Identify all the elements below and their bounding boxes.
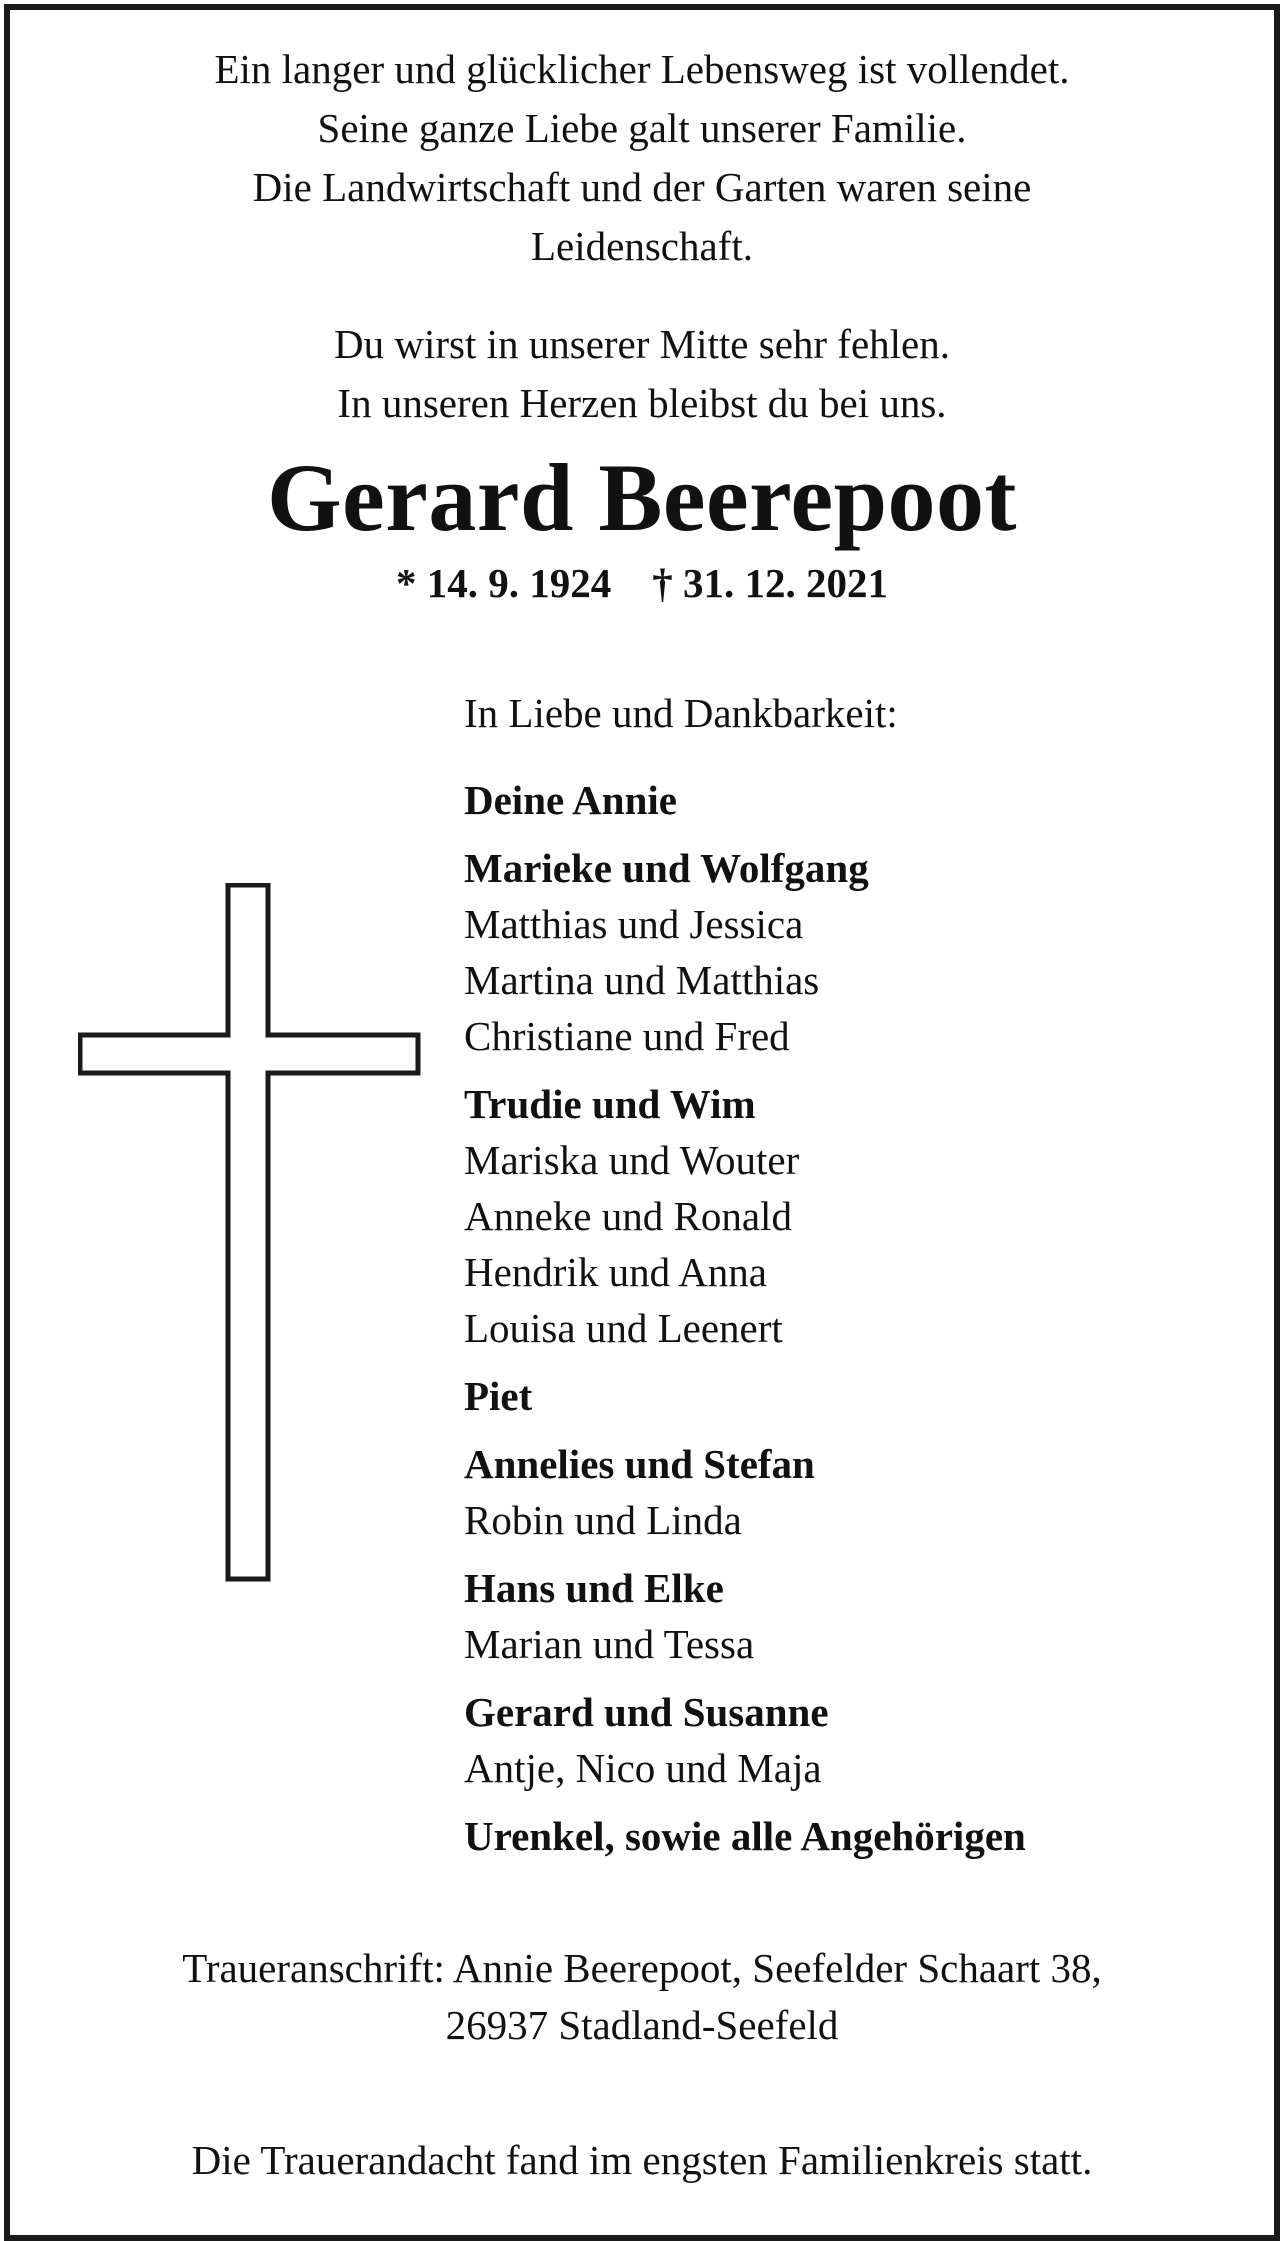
family-member: Robin und Linda [464,1497,742,1543]
family-group [464,1808,1026,1864]
address-line: 26937 Stadland-Seefeld [445,2002,839,2048]
family-group [464,1560,1026,1672]
intro-line: Seine ganze Liebe galt unserer Familie. [317,105,967,151]
mourning-address [10,1940,1274,2054]
family-group [464,840,1026,1064]
thanks-line: In Liebe und Dankbarkeit: [464,690,898,736]
family-member: Marian und Tessa [464,1621,755,1667]
family-group-head: Trudie und Wim [464,1081,756,1127]
family-member: Mariska und Wouter [464,1137,800,1183]
deceased-name: Gerard Beerepoot [267,444,1017,551]
family-group-head: Annelies und Stefan [464,1441,815,1487]
family-member: Matthias und Jessica [464,901,804,947]
family-member: Anneke und Ronald [464,1193,792,1239]
obituary-frame [4,4,1280,2241]
family-group [464,772,1026,828]
family-list [464,772,1026,1876]
family-member: Antje, Nico und Maja [464,1745,822,1791]
family-member: Martina und Matthias [464,957,820,1003]
verse-text [10,315,1274,433]
family-group [464,1076,1026,1356]
address-line: Traueranschrift: Annie Beerepoot, Seefelder Schaart 38, [182,1945,1102,1991]
cross-icon [78,883,422,1583]
verse-line: In unseren Herzen bleibst du bei uns. [337,380,947,426]
life-dates: * 14. 9. 1924 † 31. 12. 2021 [396,560,888,606]
closing-note: Die Trauerandacht fand im engsten Familienkreis statt. [191,2137,1093,2183]
family-group-head: Marieke und Wolfgang [464,845,869,891]
intro-line: Ein langer und glücklicher Lebensweg ist vollendet. [214,46,1070,92]
family-member: Hendrik und Anna [464,1249,767,1295]
intro-text [10,40,1274,276]
family-group-head: Piet [464,1373,533,1419]
family-group-head: Deine Annie [464,777,677,823]
intro-line: Leidenschaft. [531,223,753,269]
family-group [464,1684,1026,1796]
family-member: Christiane und Fred [464,1013,790,1059]
family-member: Louisa und Leenert [464,1305,783,1351]
verse-line: Du wirst in unserer Mitte sehr fehlen. [334,321,950,367]
family-group [464,1368,1026,1424]
intro-line: Die Landwirtschaft und der Garten waren seine [252,164,1032,210]
family-group-head: Gerard und Susanne [464,1689,829,1735]
family-group [464,1436,1026,1548]
family-group-head: Urenkel, sowie alle Angehörigen [464,1813,1026,1859]
family-group-head: Hans und Elke [464,1565,724,1611]
